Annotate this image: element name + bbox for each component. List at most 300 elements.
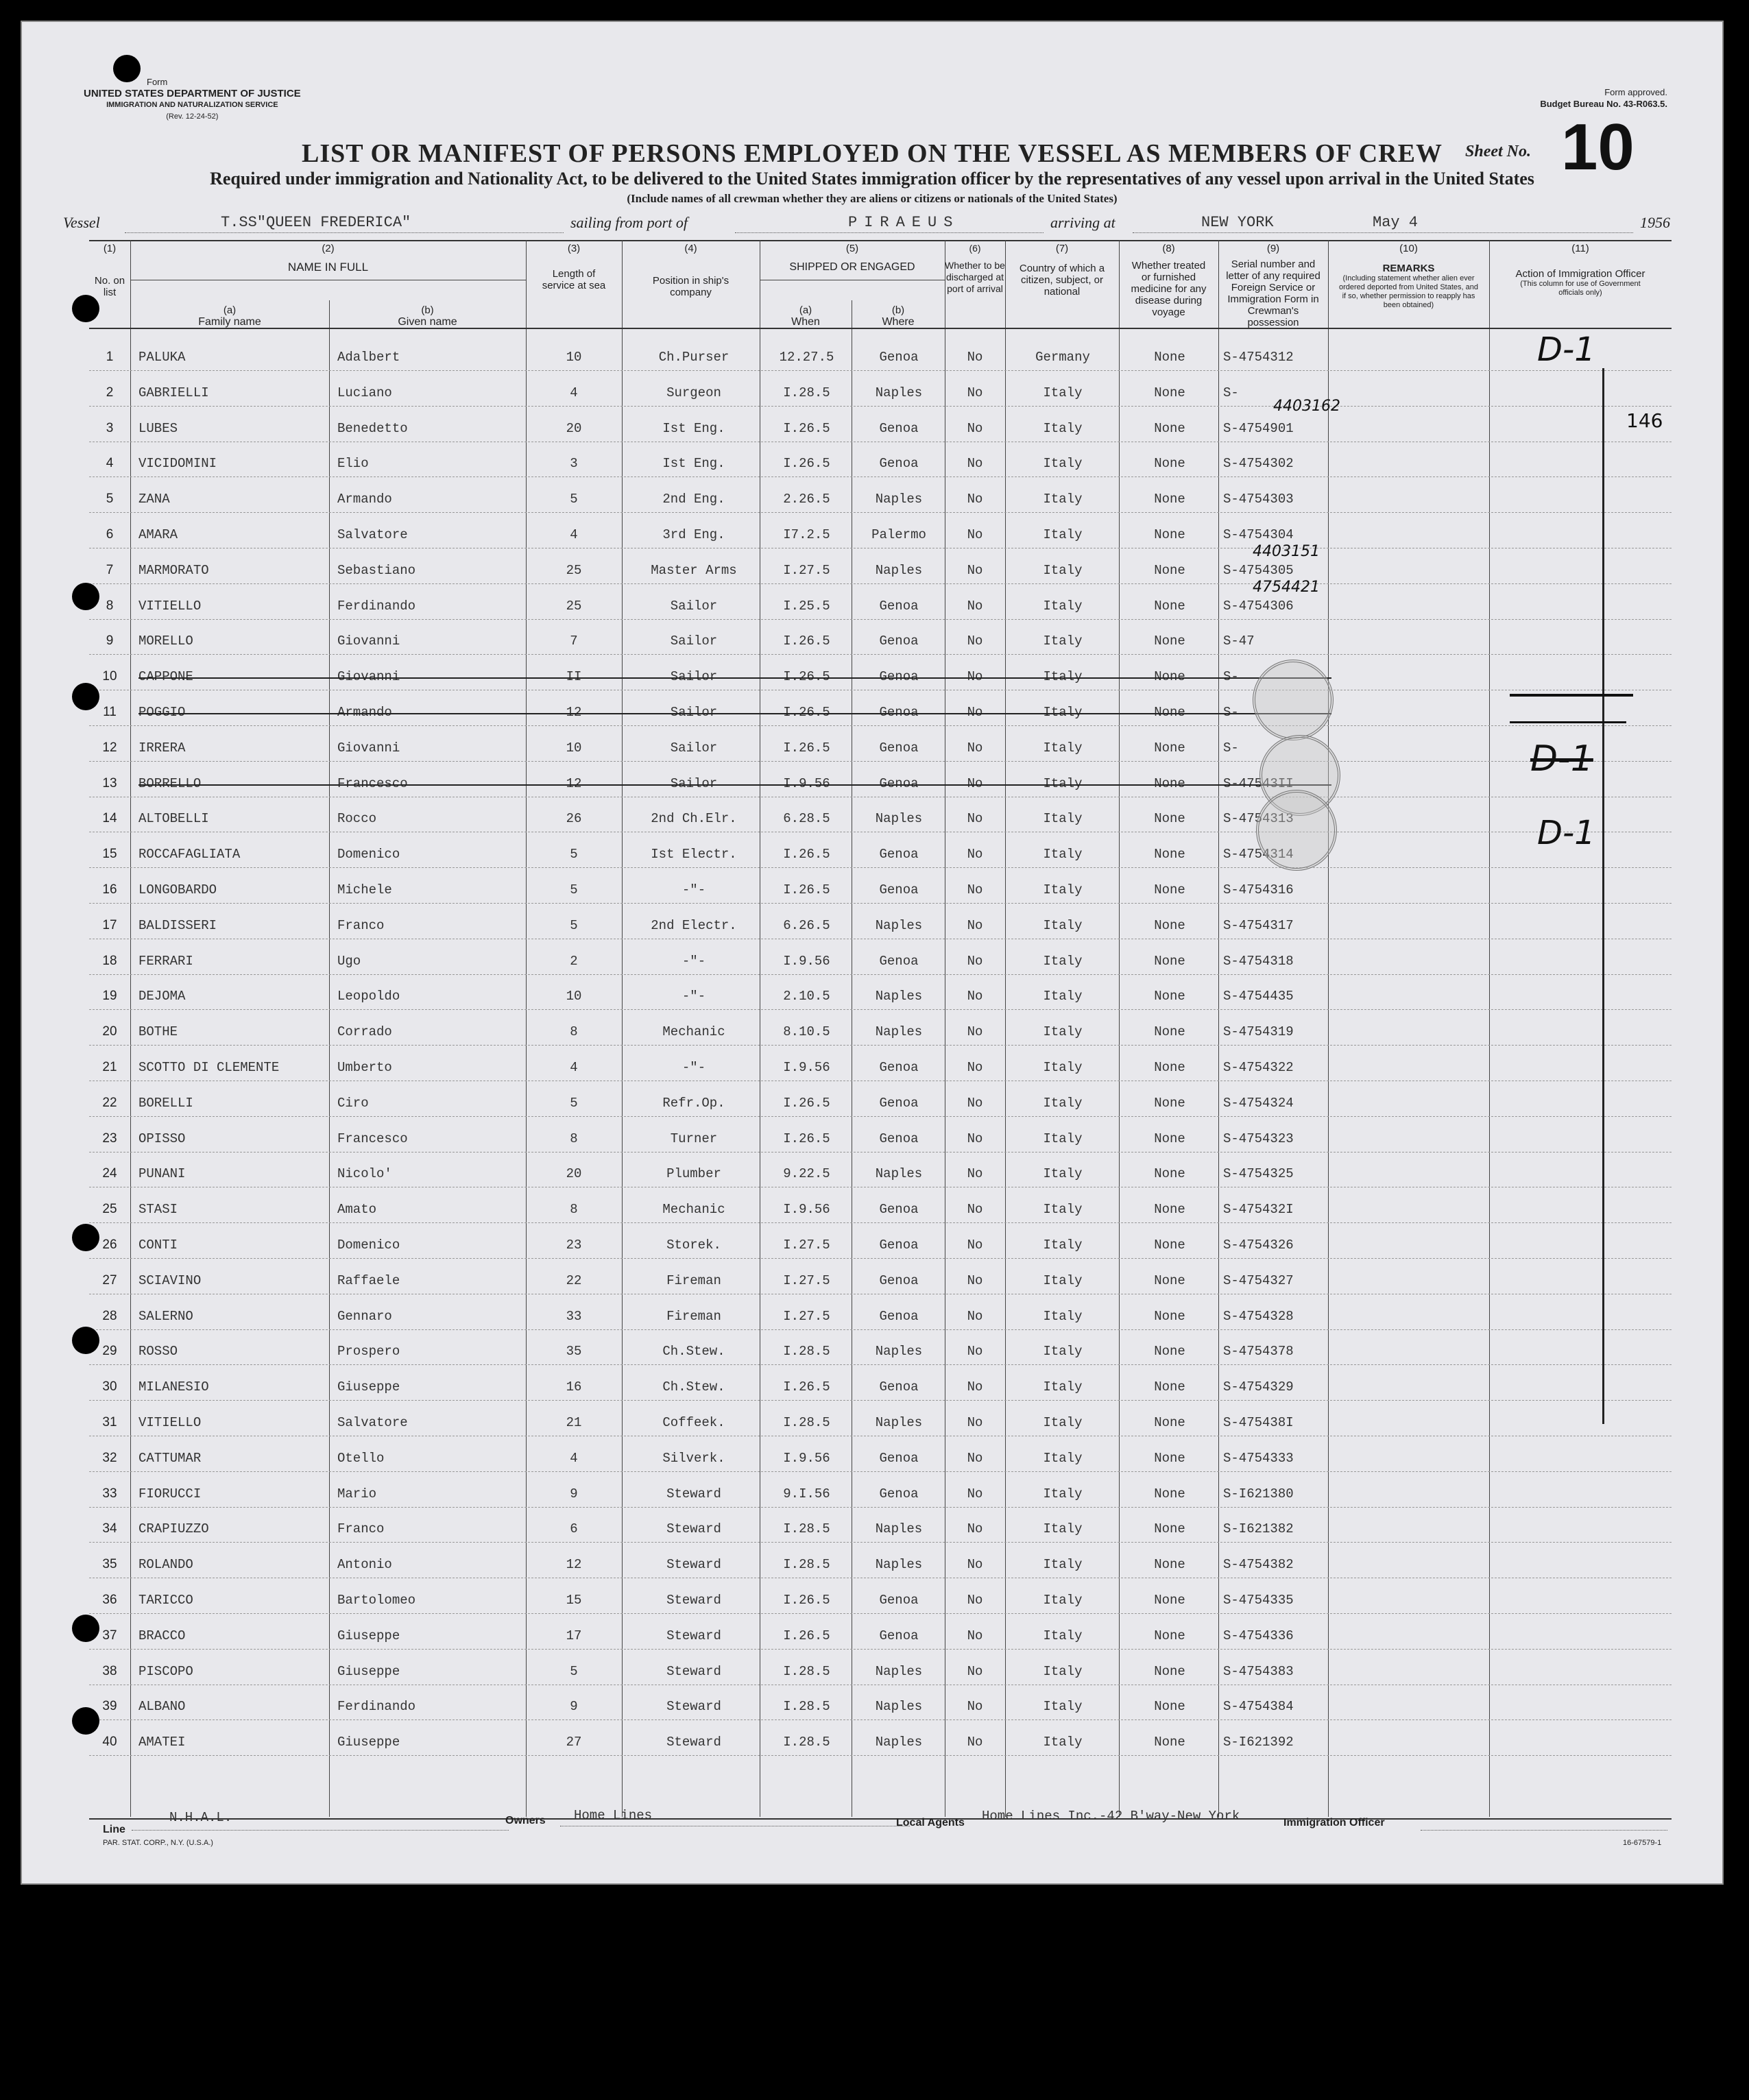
sailing-label: sailing from port of xyxy=(570,214,688,231)
row-21-where: Genoa xyxy=(879,1060,919,1075)
row-26-position: Storek. xyxy=(666,1238,721,1253)
row-5-when: 2.26.5 xyxy=(783,492,830,507)
row-40-no: 40 xyxy=(102,1735,117,1750)
row-30-when: I.26.5 xyxy=(783,1379,830,1395)
col-5-title: SHIPPED OR ENGAGED xyxy=(789,261,915,273)
row-33-treated: None xyxy=(1154,1486,1185,1501)
row-15-where: Genoa xyxy=(879,847,919,862)
col-11-number: (11) xyxy=(1571,243,1589,254)
service-name: IMMIGRATION AND NATURALIZATION SERVICE xyxy=(106,101,278,109)
row-3-country: Italy xyxy=(1043,420,1083,436)
row-32-when: I.9.56 xyxy=(783,1450,830,1466)
row-14-discharged: No xyxy=(967,811,983,827)
row-22-treated: None xyxy=(1154,1095,1185,1111)
row-25-country: Italy xyxy=(1043,1202,1083,1218)
row-18-serial: S-4754318 xyxy=(1223,953,1294,969)
row-28-no: 28 xyxy=(102,1308,117,1323)
row-20-given: Corrado xyxy=(337,1024,392,1040)
row-23-when: I.26.5 xyxy=(783,1131,830,1146)
row-9-position: Sailor xyxy=(670,633,718,649)
row-18-when: I.9.56 xyxy=(783,953,830,969)
row-7-no: 7 xyxy=(106,562,114,577)
row-15-treated: None xyxy=(1154,847,1185,862)
row-27-position: Fireman xyxy=(666,1272,721,1288)
row-10-discharged: No xyxy=(967,669,983,685)
row-36-where: Genoa xyxy=(879,1593,919,1608)
row-6-treated: None xyxy=(1154,527,1185,542)
row-38-no: 38 xyxy=(102,1663,117,1678)
row-7-service: 25 xyxy=(566,562,582,578)
row-34-given: Franco xyxy=(337,1521,385,1537)
row-2-treated: None xyxy=(1154,385,1185,400)
row-17-when: 6.26.5 xyxy=(783,917,830,933)
row-8-given: Ferdinando xyxy=(337,598,416,614)
line-value: N.H.A.L. xyxy=(169,1810,232,1825)
row-32-given: Otello xyxy=(337,1450,385,1466)
row-4-treated: None xyxy=(1154,456,1185,472)
form-approved-text: Form approved. xyxy=(1604,87,1667,97)
row-30-where: Genoa xyxy=(879,1379,919,1395)
col-2b-letter: (b) xyxy=(421,304,434,316)
row-1-given: Adalbert xyxy=(337,350,400,365)
col-5b-letter: (b) xyxy=(891,304,905,316)
arriving-port: NEW YORK xyxy=(1201,214,1274,231)
row-10-serial: S- xyxy=(1223,669,1239,685)
row-19-discharged: No xyxy=(967,989,983,1004)
row-29-discharged: No xyxy=(967,1344,983,1360)
row-19-position: -"- xyxy=(681,989,706,1004)
row-34-service: 6 xyxy=(570,1521,578,1537)
row-30-serial: S-4754329 xyxy=(1223,1379,1294,1395)
row-9-country: Italy xyxy=(1043,633,1083,649)
row-30-position: Ch.Stew. xyxy=(662,1379,725,1395)
row-8-treated: None xyxy=(1154,598,1185,614)
row-17-no: 17 xyxy=(102,917,117,932)
row-18-country: Italy xyxy=(1043,953,1083,969)
row-37-service: 17 xyxy=(566,1628,582,1643)
row-39-serial: S-4754384 xyxy=(1223,1699,1294,1715)
strikethrough-line xyxy=(138,713,1331,714)
row-35-treated: None xyxy=(1154,1557,1185,1573)
row-6-family: AMARA xyxy=(138,527,178,542)
row-20-family: BOTHE xyxy=(138,1024,178,1040)
row-39-country: Italy xyxy=(1043,1699,1083,1715)
row-30-discharged: No xyxy=(967,1379,983,1395)
row-40-service: 27 xyxy=(566,1735,582,1750)
row-22-service: 5 xyxy=(570,1095,578,1111)
row-10-treated: None xyxy=(1154,669,1185,685)
row-37-treated: None xyxy=(1154,1628,1185,1643)
row-27-where: Genoa xyxy=(879,1272,919,1288)
row-11-where: Genoa xyxy=(879,705,919,720)
include-statement: (Include names of all crewman whether they are aliens or citizens or nationals of the United States) xyxy=(627,192,1118,205)
row-39-treated: None xyxy=(1154,1699,1185,1715)
row-20-serial: S-4754319 xyxy=(1223,1024,1294,1040)
row-15-no: 15 xyxy=(102,847,117,862)
binder-hole xyxy=(72,683,99,710)
row-19-service: 10 xyxy=(566,989,582,1004)
row-7-position: Master Arms xyxy=(651,562,737,578)
row-27-treated: None xyxy=(1154,1272,1185,1288)
sheet-label: Sheet No. xyxy=(1465,143,1531,160)
row-21-serial: S-4754322 xyxy=(1223,1060,1294,1075)
row-13-where: Genoa xyxy=(879,775,919,791)
row-35-discharged: No xyxy=(967,1557,983,1573)
row-37-when: I.26.5 xyxy=(783,1628,830,1643)
row-2-serial: S- xyxy=(1223,385,1239,400)
row-33-family: FIORUCCI xyxy=(138,1486,202,1501)
row-5-service: 5 xyxy=(570,492,578,507)
row-2-when: I.28.5 xyxy=(783,385,830,400)
row-15-serial: S-4754314 xyxy=(1223,847,1294,862)
row-16-no: 16 xyxy=(102,882,117,897)
binder-hole xyxy=(72,1224,99,1251)
row-25-position: Mechanic xyxy=(662,1202,725,1218)
row-31-where: Naples xyxy=(875,1415,923,1430)
col-10-title: REMARKS xyxy=(1382,263,1435,274)
col-7-header xyxy=(1005,243,1119,298)
row-40-where: Naples xyxy=(875,1735,923,1750)
row-29-service: 35 xyxy=(566,1344,582,1360)
col-11-header xyxy=(1489,243,1672,298)
row-16-country: Italy xyxy=(1043,882,1083,897)
row-28-service: 33 xyxy=(566,1308,582,1324)
row-18-service: 2 xyxy=(570,953,578,969)
row-18-discharged: No xyxy=(967,953,983,969)
row-27-no: 27 xyxy=(102,1272,117,1288)
row-37-given: Giuseppe xyxy=(337,1628,400,1643)
row-12-service: 10 xyxy=(566,740,582,756)
row-1-when: 12.27.5 xyxy=(779,350,834,365)
row-35-serial: S-4754382 xyxy=(1223,1557,1294,1573)
row-39-position: Steward xyxy=(666,1699,721,1715)
row-34-position: Steward xyxy=(666,1521,721,1537)
row-22-country: Italy xyxy=(1043,1095,1083,1111)
row-25-given: Amato xyxy=(337,1202,377,1218)
row-26-where: Genoa xyxy=(879,1238,919,1253)
row-39-no: 39 xyxy=(102,1699,117,1714)
row-33-service: 9 xyxy=(570,1486,578,1501)
row-35-service: 12 xyxy=(566,1557,582,1573)
row-23-treated: None xyxy=(1154,1131,1185,1146)
row-8-position: Sailor xyxy=(670,598,718,614)
col-2b-header xyxy=(329,304,526,328)
row-10-given: Giovanni xyxy=(337,669,400,685)
row-14-where: Naples xyxy=(875,811,923,827)
row-7-country: Italy xyxy=(1043,562,1083,578)
row-12-discharged: No xyxy=(967,740,983,756)
row-20-country: Italy xyxy=(1043,1024,1083,1040)
row-39-discharged: No xyxy=(967,1699,983,1715)
row-13-country: Italy xyxy=(1043,775,1083,791)
row-2-discharged: No xyxy=(967,385,983,400)
row-27-when: I.27.5 xyxy=(783,1272,830,1288)
row-7-when: I.27.5 xyxy=(783,562,830,578)
row-33-serial: S-I621380 xyxy=(1223,1486,1294,1501)
row-19-serial: S-4754435 xyxy=(1223,989,1294,1004)
row-31-serial: S-475438I xyxy=(1223,1415,1294,1430)
row-15-when: I.26.5 xyxy=(783,847,830,862)
row-15-position: Ist Electr. xyxy=(651,847,737,862)
row-10-position: Sailor xyxy=(670,669,718,685)
row-10-when: I.26.5 xyxy=(783,669,830,685)
row-23-given: Francesco xyxy=(337,1131,408,1146)
row-6-where: Palermo xyxy=(871,527,926,542)
row-31-position: Coffeek. xyxy=(662,1415,725,1430)
local-agents-value: Home Lines Inc.-42 B'way-New York xyxy=(982,1809,1240,1824)
binder-hole xyxy=(72,1707,99,1735)
owners-value: Home Lines xyxy=(574,1808,653,1823)
row-12-treated: None xyxy=(1154,740,1185,756)
row-1-position: Ch.Purser xyxy=(658,350,729,365)
col-2a-letter: (a) xyxy=(223,304,237,316)
row-40-country: Italy xyxy=(1043,1735,1083,1750)
row-39-when: I.28.5 xyxy=(783,1699,830,1715)
row-32-discharged: No xyxy=(967,1450,983,1466)
row-33-country: Italy xyxy=(1043,1486,1083,1501)
row-4-service: 3 xyxy=(570,456,578,472)
row-10-service: II xyxy=(566,669,582,685)
handwritten-serial-row-2: 4403162 xyxy=(1273,398,1340,415)
row-36-treated: None xyxy=(1154,1593,1185,1608)
handwritten-strike xyxy=(1510,694,1633,697)
row-29-country: Italy xyxy=(1043,1344,1083,1360)
row-11-family: POGGIO xyxy=(138,705,186,720)
row-3-when: I.26.5 xyxy=(783,420,830,436)
row-2-no: 2 xyxy=(106,385,114,400)
row-29-given: Prospero xyxy=(337,1344,400,1360)
row-36-country: Italy xyxy=(1043,1593,1083,1608)
row-14-family: ALTOBELLI xyxy=(138,811,209,827)
row-32-country: Italy xyxy=(1043,1450,1083,1466)
row-4-where: Genoa xyxy=(879,456,919,472)
row-6-discharged: No xyxy=(967,527,983,542)
row-8-where: Genoa xyxy=(879,598,919,614)
row-35-family: ROLANDO xyxy=(138,1557,193,1573)
col-2a-title: Family name xyxy=(198,316,261,328)
row-11-when: I.26.5 xyxy=(783,705,830,720)
col-5-number: (5) xyxy=(845,243,859,254)
row-38-treated: None xyxy=(1154,1663,1185,1679)
row-18-treated: None xyxy=(1154,953,1185,969)
form-approval xyxy=(1540,86,1667,110)
col-3-title: Length of service at sea xyxy=(542,268,606,291)
row-32-service: 4 xyxy=(570,1450,578,1466)
row-3-discharged: No xyxy=(967,420,983,436)
col-8-header xyxy=(1119,243,1218,318)
row-4-family: VICIDOMINI xyxy=(138,456,217,472)
row-37-discharged: No xyxy=(967,1628,983,1643)
row-18-no: 18 xyxy=(102,953,117,968)
row-22-where: Genoa xyxy=(879,1095,919,1111)
col-6-header xyxy=(945,243,1005,295)
row-29-serial: S-4754378 xyxy=(1223,1344,1294,1360)
row-15-discharged: No xyxy=(967,847,983,862)
row-19-given: Leopoldo xyxy=(337,989,400,1004)
row-19-family: DEJOMA xyxy=(138,989,186,1004)
row-30-treated: None xyxy=(1154,1379,1185,1395)
row-23-family: OPISSO xyxy=(138,1131,186,1146)
row-21-given: Umberto xyxy=(337,1060,392,1075)
row-24-service: 20 xyxy=(566,1166,582,1182)
row-1-treated: None xyxy=(1154,350,1185,365)
row-13-family: BORRELLO xyxy=(138,775,202,791)
row-8-serial: S-4754306 xyxy=(1223,598,1294,614)
row-40-given: Giuseppe xyxy=(337,1735,400,1750)
row-16-given: Michele xyxy=(337,882,392,897)
local-agents-label: Local Agents xyxy=(896,1817,965,1829)
row-18-position: -"- xyxy=(681,953,706,969)
row-13-treated: None xyxy=(1154,775,1185,791)
row-28-discharged: No xyxy=(967,1308,983,1324)
row-39-where: Naples xyxy=(875,1699,923,1715)
col-8-number: (8) xyxy=(1162,243,1175,254)
row-4-when: I.26.5 xyxy=(783,456,830,472)
row-7-where: Naples xyxy=(875,562,923,578)
row-11-service: 12 xyxy=(566,705,582,720)
row-11-treated: None xyxy=(1154,705,1185,720)
row-36-service: 15 xyxy=(566,1593,582,1608)
row-38-when: I.28.5 xyxy=(783,1663,830,1679)
row-13-discharged: No xyxy=(967,775,983,791)
col-9-title: Serial number and letter of any required Foreign Service or Immigration Form in Crewman's possession xyxy=(1226,258,1320,328)
row-9-discharged: No xyxy=(967,633,983,649)
col-10-subtitle: (Including statement whether alien ever ordered deported from United States, and if so, whether permission to reapply has been obtained) xyxy=(1338,274,1478,309)
row-22-discharged: No xyxy=(967,1095,983,1111)
row-8-when: I.25.5 xyxy=(783,598,830,614)
row-1-family: PALUKA xyxy=(138,350,186,365)
row-10-country: Italy xyxy=(1043,669,1083,685)
row-35-country: Italy xyxy=(1043,1557,1083,1573)
row-7-family: MARMORATO xyxy=(138,562,209,578)
row-28-position: Fireman xyxy=(666,1308,721,1324)
row-27-serial: S-4754327 xyxy=(1223,1272,1294,1288)
row-27-country: Italy xyxy=(1043,1272,1083,1288)
printer-credit: PAR. STAT. CORP., N.Y. (U.S.A.) xyxy=(103,1839,213,1847)
row-28-serial: S-4754328 xyxy=(1223,1308,1294,1324)
row-31-treated: None xyxy=(1154,1415,1185,1430)
row-24-serial: S-4754325 xyxy=(1223,1166,1294,1182)
handwritten-serial-row-7: 4754421 xyxy=(1253,579,1320,596)
row-14-given: Rocco xyxy=(337,811,377,827)
row-27-family: SCIAVINO xyxy=(138,1272,202,1288)
row-12-serial: S- xyxy=(1223,740,1239,756)
row-21-family: SCOTTO DI CLEMENTE xyxy=(138,1060,280,1075)
col-5b-title: Where xyxy=(882,316,915,328)
row-25-when: I.9.56 xyxy=(783,1202,830,1218)
col-11-subtitle: (This column for use of Government officials only) xyxy=(1520,280,1641,297)
row-39-service: 9 xyxy=(570,1699,578,1715)
row-21-discharged: No xyxy=(967,1060,983,1075)
page-title: LIST OR MANIFEST OF PERSONS EMPLOYED ON THE VESSEL AS MEMBERS OF CREW xyxy=(302,139,1443,168)
row-7-treated: None xyxy=(1154,562,1185,578)
row-4-no: 4 xyxy=(106,456,114,471)
row-29-position: Ch.Stew. xyxy=(662,1344,725,1360)
row-30-service: 16 xyxy=(566,1379,582,1395)
department-block xyxy=(84,88,301,123)
row-9-where: Genoa xyxy=(879,633,919,649)
row-36-given: Bartolomeo xyxy=(337,1593,416,1608)
binder-hole xyxy=(72,295,99,322)
row-2-service: 4 xyxy=(570,385,578,400)
row-38-given: Giuseppe xyxy=(337,1663,400,1679)
row-3-service: 20 xyxy=(566,420,582,436)
row-6-given: Salvatore xyxy=(337,527,408,542)
row-11-country: Italy xyxy=(1043,705,1083,720)
row-5-position: 2nd Eng. xyxy=(662,492,725,507)
row-32-family: CATTUMAR xyxy=(138,1450,202,1466)
row-17-given: Franco xyxy=(337,917,385,933)
row-8-family: VITIELLO xyxy=(138,598,202,614)
row-35-position: Steward xyxy=(666,1557,721,1573)
row-15-country: Italy xyxy=(1043,847,1083,862)
row-5-no: 5 xyxy=(106,492,114,507)
row-24-no: 24 xyxy=(102,1166,117,1181)
row-5-serial: S-4754303 xyxy=(1223,492,1294,507)
row-9-given: Giovanni xyxy=(337,633,400,649)
row-4-discharged: No xyxy=(967,456,983,472)
row-40-position: Steward xyxy=(666,1735,721,1750)
handwritten-count: 146 xyxy=(1626,409,1663,432)
row-6-when: I7.2.5 xyxy=(783,527,830,542)
col-9-header xyxy=(1218,243,1328,328)
row-5-country: Italy xyxy=(1043,492,1083,507)
col-3-header xyxy=(526,243,622,291)
row-11-discharged: No xyxy=(967,705,983,720)
row-9-treated: None xyxy=(1154,633,1185,649)
row-34-serial: S-I621382 xyxy=(1223,1521,1294,1537)
row-3-where: Genoa xyxy=(879,420,919,436)
row-25-where: Genoa xyxy=(879,1202,919,1218)
row-15-given: Domenico xyxy=(337,847,400,862)
row-12-family: IRRERA xyxy=(138,740,186,756)
row-28-where: Genoa xyxy=(879,1308,919,1324)
row-1-no: 1 xyxy=(106,350,114,364)
row-13-position: Sailor xyxy=(670,775,718,791)
col-3-number: (3) xyxy=(567,243,581,254)
row-29-no: 29 xyxy=(102,1344,117,1359)
row-37-serial: S-4754336 xyxy=(1223,1628,1294,1643)
row-31-given: Salvatore xyxy=(337,1415,408,1430)
row-40-family: AMATEI xyxy=(138,1735,186,1750)
row-33-where: Genoa xyxy=(879,1486,919,1501)
col-1-title: No. on list xyxy=(94,275,125,298)
row-28-family: SALERNO xyxy=(138,1308,193,1324)
row-23-no: 23 xyxy=(102,1131,117,1146)
row-17-service: 5 xyxy=(570,917,578,933)
row-15-service: 5 xyxy=(570,847,578,862)
handwritten-strike xyxy=(1510,721,1626,723)
row-37-position: Steward xyxy=(666,1628,721,1643)
row-24-where: Naples xyxy=(875,1166,923,1182)
row-17-position: 2nd Electr. xyxy=(651,917,737,933)
row-24-discharged: No xyxy=(967,1166,983,1182)
row-11-serial: S- xyxy=(1223,705,1239,720)
row-4-position: Ist Eng. xyxy=(662,456,725,472)
row-37-country: Italy xyxy=(1043,1628,1083,1643)
form-label: Form xyxy=(147,77,168,87)
row-22-no: 22 xyxy=(102,1095,117,1110)
row-21-country: Italy xyxy=(1043,1060,1083,1075)
row-12-given: Giovanni xyxy=(337,740,400,756)
handwritten-action-row-12: D-1 xyxy=(1530,738,1593,780)
row-31-country: Italy xyxy=(1043,1415,1083,1430)
department-name: UNITED STATES DEPARTMENT OF JUSTICE xyxy=(84,88,301,99)
row-14-country: Italy xyxy=(1043,811,1083,827)
row-3-treated: None xyxy=(1154,420,1185,436)
row-12-country: Italy xyxy=(1043,740,1083,756)
row-36-family: TARICCO xyxy=(138,1593,193,1608)
